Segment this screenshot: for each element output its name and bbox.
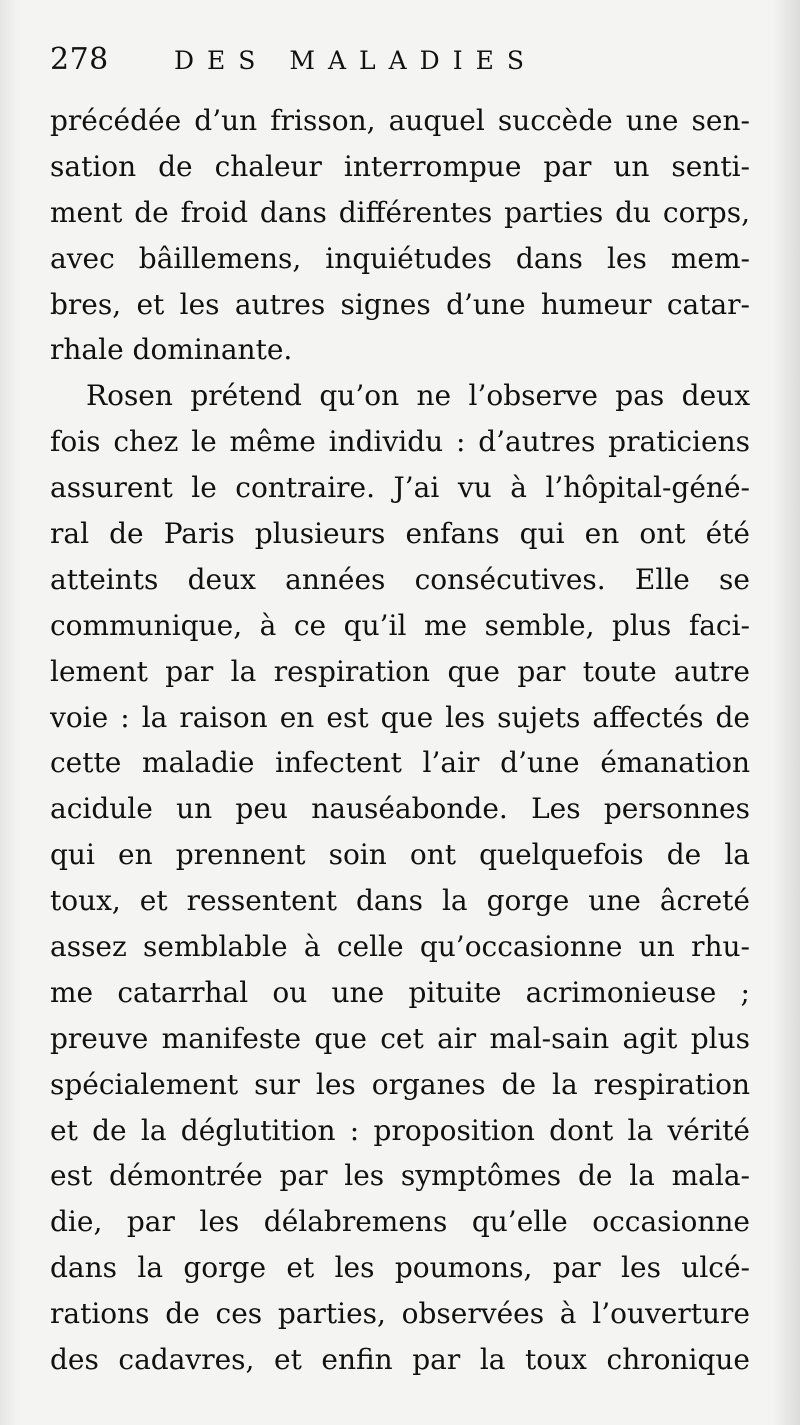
text-line: sation de chaleur interrompue par un senti- (50, 149, 750, 183)
text-line: die, par les délabremens qu’elle occasionne (50, 1205, 750, 1239)
text-line: communique, à ce qu’il me semble, plus faci- (50, 608, 750, 642)
page-gutter-shadow (0, 0, 18, 1425)
page-header (50, 42, 750, 82)
text-line: ral de Paris plusieurs enfans qui en ont été (50, 517, 750, 551)
text-line: Rosen prétend qu’on ne l’observe pas deux (86, 379, 750, 413)
body-text (50, 98, 750, 1383)
text-line: atteints deux années consécutives. Elle se (50, 562, 750, 596)
text-line: preuve manifeste que cet air mal-sain agit plus (50, 1021, 750, 1055)
text-line: spécialement sur les organes de la respiration (50, 1067, 750, 1101)
text-line: ment de froid dans différentes parties du corps, (50, 195, 750, 229)
text-line: bres, et les autres signes d’une humeur catar- (50, 287, 750, 321)
page-edge-shadow (772, 0, 800, 1425)
text-line: assez semblable à celle qu’occasionne un rhu- (50, 930, 750, 964)
text-line: cette maladie infectent l’air d’une émanation (50, 746, 750, 780)
text-line: rhale dominante. (50, 333, 293, 367)
text-line: fois chez le même individu : d’autres praticiens (50, 425, 750, 459)
text-line: rations de ces parties, observées à l’ouverture (50, 1297, 750, 1331)
text-line: est démontrée par les symptômes de la mala- (50, 1159, 750, 1193)
page-number: 278 (50, 42, 109, 77)
text-line: assurent le contraire. J’ai vu à l’hôpital-géné- (50, 471, 750, 505)
text-line: qui en prennent soin ont quelquefois de la (50, 838, 750, 872)
text-line: voie : la raison en est que les sujets affectés de (50, 700, 750, 734)
text-line: et de la déglutition : proposition dont la vérité (50, 1113, 750, 1147)
text-line: lement par la respiration que par toute autre (50, 654, 750, 688)
text-line: acidule un peu nauséabonde. Les personnes (50, 792, 750, 826)
running-head: DES MALADIES (174, 46, 537, 75)
text-line: me catarrhal ou une pituite acrimonieuse ; (50, 975, 750, 1009)
text-line: dans la gorge et les poumons, par les ulcé- (50, 1251, 750, 1285)
text-line: avec bâillemens, inquiétudes dans les mem- (50, 241, 750, 275)
text-line: précédée d’un frisson, auquel succède une sen- (50, 104, 750, 137)
text-line: des cadavres, et enfin par la toux chronique (50, 1343, 750, 1377)
text-line: toux, et ressentent dans la gorge une âcreté (50, 884, 750, 918)
